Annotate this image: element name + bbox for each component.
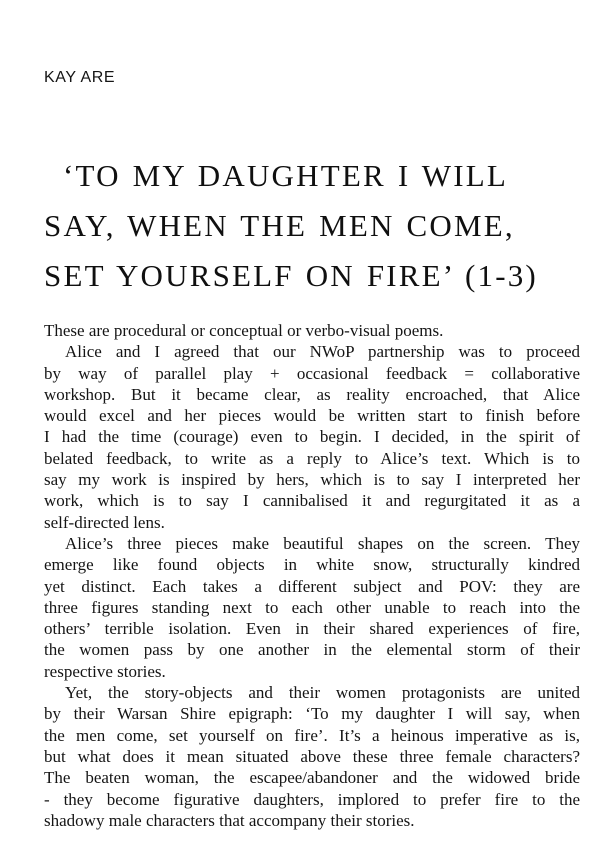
text-line: by way of parallel play + occasional feedback = collaborative — [44, 363, 580, 383]
text-line: belated feedback, to write as a reply to Alice’s text. Which is to — [44, 448, 580, 468]
essay-body — [44, 320, 580, 831]
text-line: respective stories. — [44, 661, 166, 681]
text-line: Alice’s three pieces make beautiful shapes on the screen. They — [65, 533, 580, 553]
text-line: shadowy male characters that accompany their stories. — [44, 810, 415, 830]
text-line: workshop. But it became clear, as reality encroached, that Alice — [44, 384, 580, 404]
text-line: I had the time (courage) even to begin. I decided, in the spirit of — [44, 427, 580, 447]
text-line: would excel and her pieces would be written start to finish before — [44, 406, 580, 426]
title-line-2: SAY, WHEN THE MEN COME, — [44, 208, 515, 243]
text-line: yet distinct. Each takes a different subject and POV: they are — [44, 576, 580, 596]
text-line: work, which is to say I cannibalised it and regurgitated it as a — [44, 491, 580, 511]
text-line: but what does it mean situated above these three female characters? — [44, 746, 580, 766]
text-line: emerge like found objects in white snow, structurally kindred — [44, 555, 580, 575]
text-line: - they become figurative daughters, implored to prefer fire to the — [44, 789, 580, 809]
paragraph-2 — [44, 341, 580, 533]
text-line: the women pass by one another in the elemental storm of their — [44, 640, 580, 660]
paragraph-4 — [44, 682, 580, 831]
text-line: Alice and I agreed that our NWoP partnership was to proceed — [65, 342, 580, 362]
paragraph-3 — [44, 533, 580, 682]
text-line: self-directed lens. — [44, 512, 165, 532]
title-line-3: SET YOURSELF ON FIRE’ (1-3) — [44, 258, 538, 293]
text-line: by their Warsan Shire epigraph: ‘To my daughter I will say, when — [44, 704, 580, 724]
text-line: say my work is inspired by hers, which is to say I interpreted her — [44, 470, 580, 490]
paragraph-1 — [44, 320, 580, 341]
text-line: three figures standing next to each other unable to reach into the — [44, 597, 580, 617]
text-line: others’ terrible isolation. Even in their shared experiences of fire, — [44, 619, 580, 639]
author-name: KAY ARE — [44, 69, 116, 86]
title-line-1: ‘TO MY DAUGHTER I WILL — [63, 158, 508, 193]
essay-title — [44, 151, 584, 301]
text-line: These are procedural or conceptual or verbo-visual poems. — [44, 321, 444, 340]
text-line: the men come, set yourself on fire’. It’s a heinous imperative as is, — [44, 725, 580, 745]
text-line: Yet, the story-objects and their women protagonists are united — [65, 683, 580, 703]
text-line: The beaten woman, the escapee/abandoner and the widowed bride — [44, 768, 580, 788]
